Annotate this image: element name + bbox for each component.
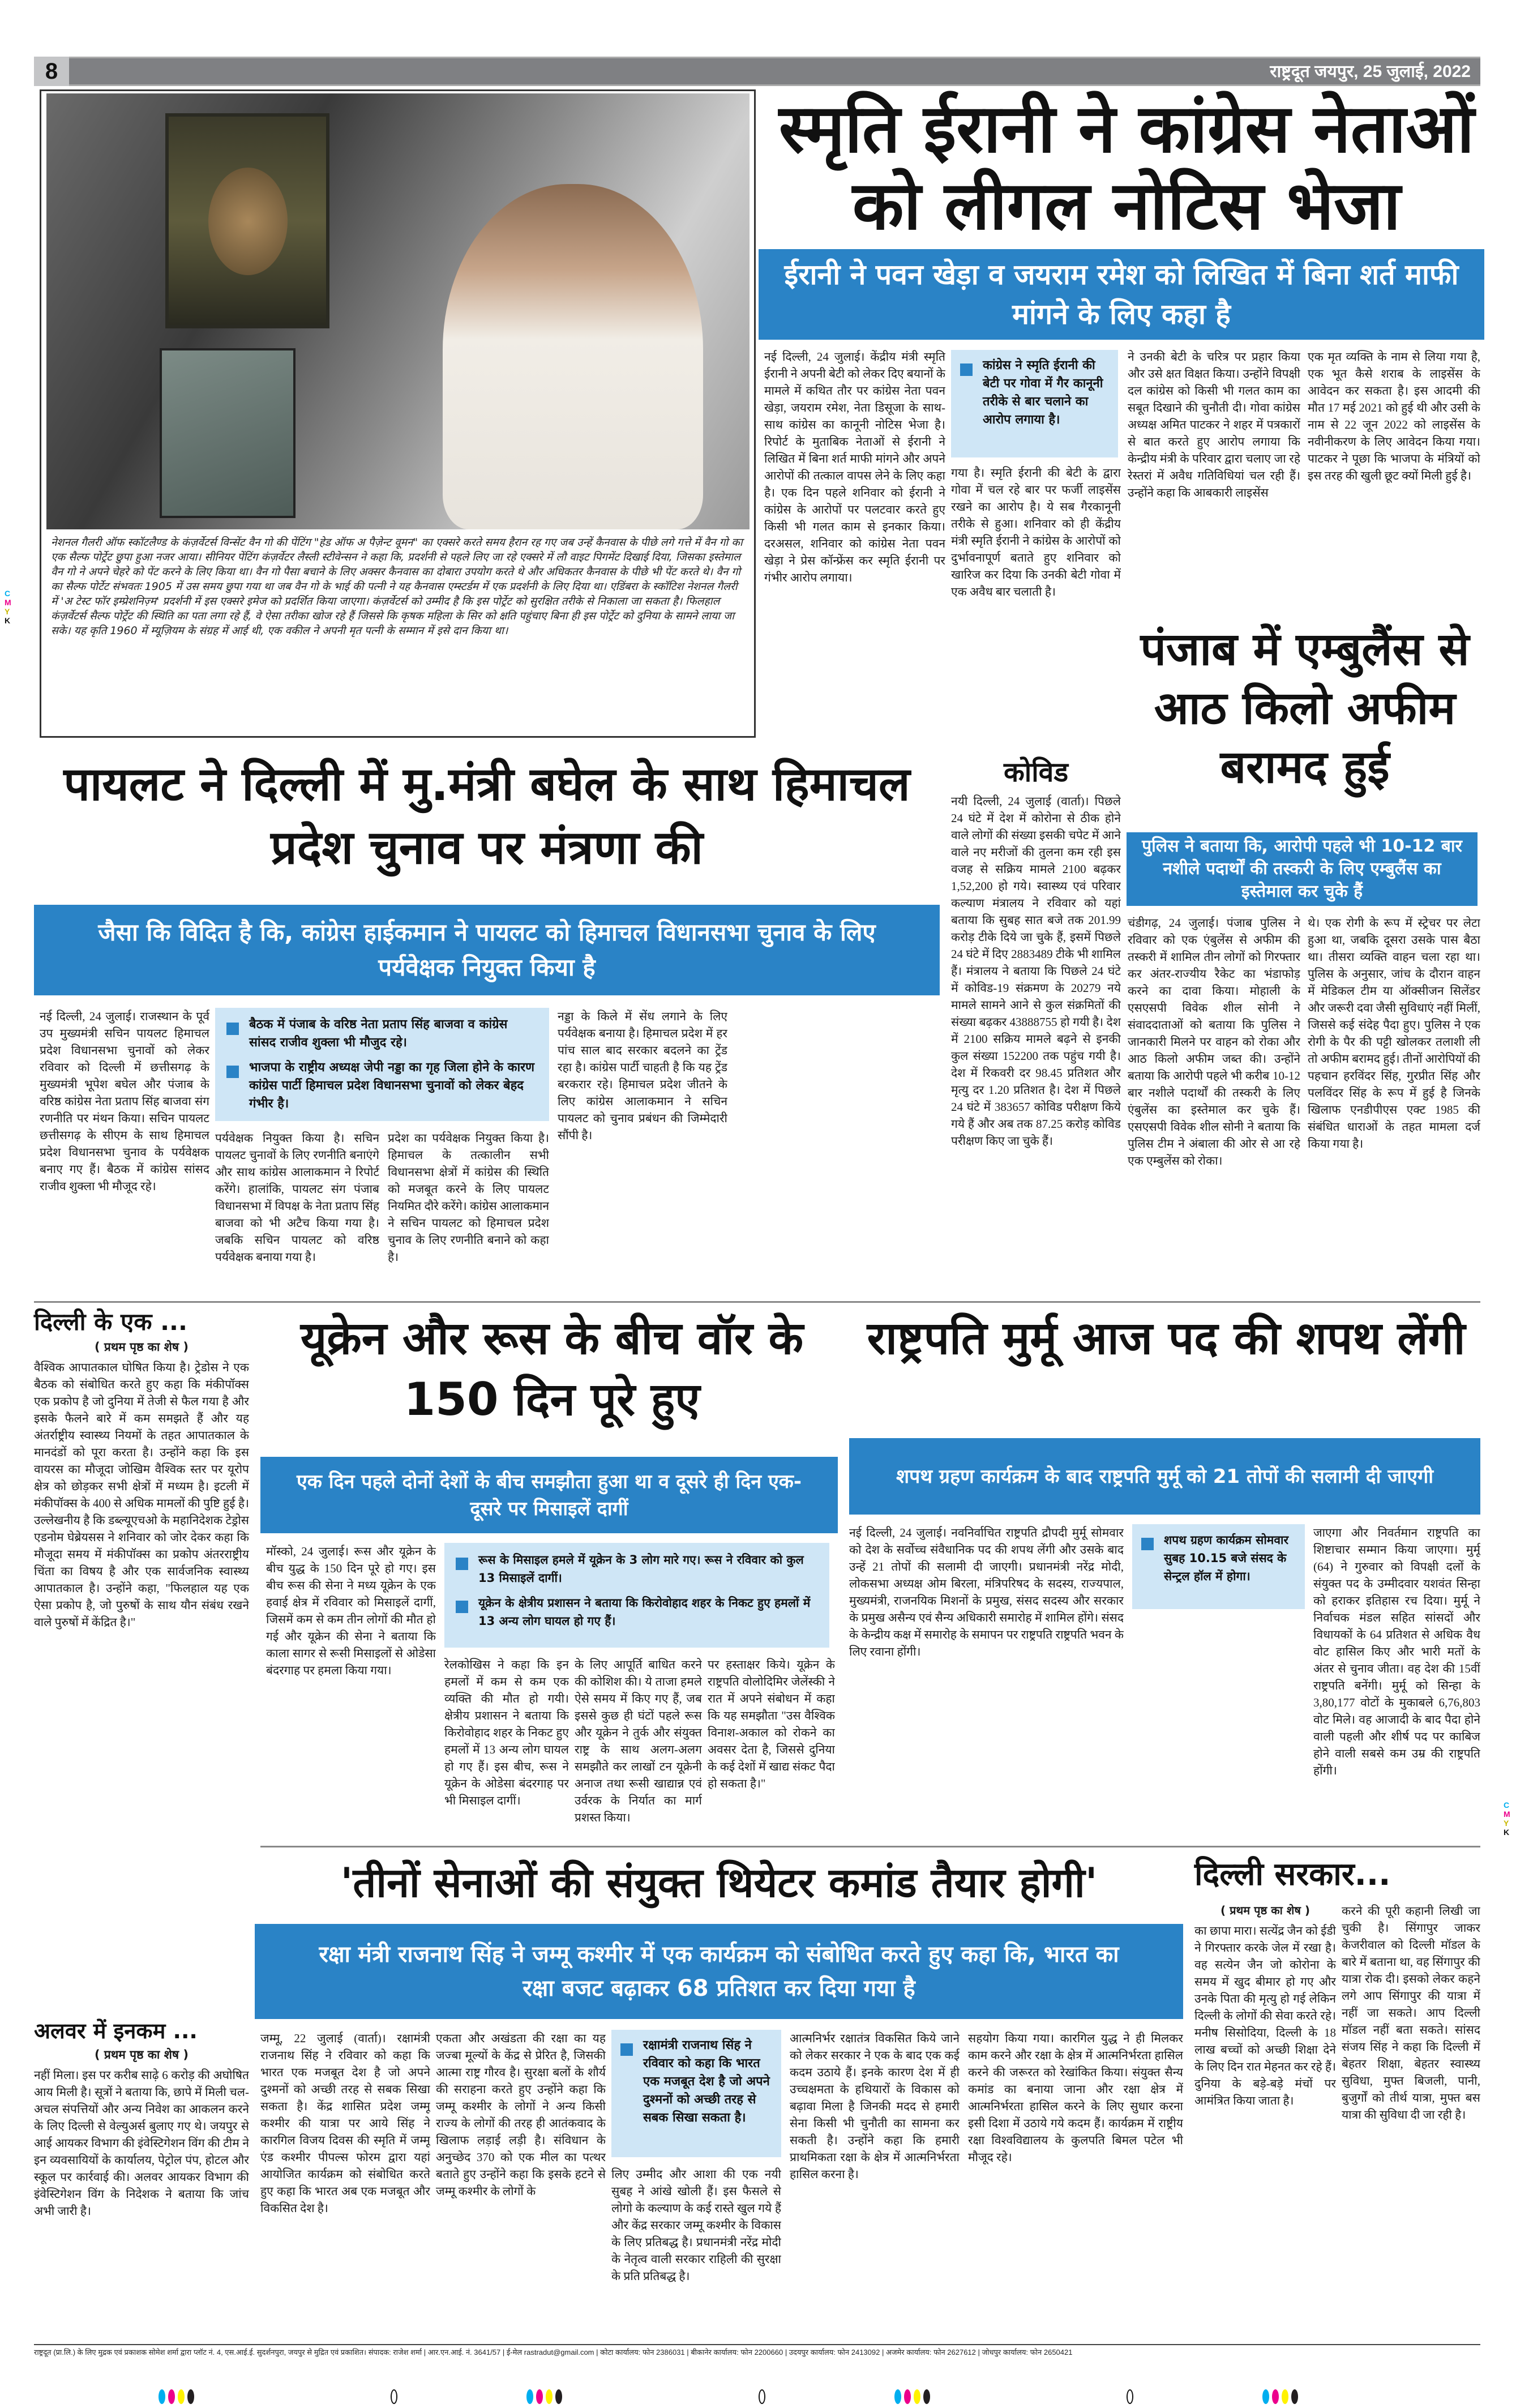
irani-pull-quote-item <box>960 357 1109 429</box>
cmyk-y: Y <box>5 607 10 616</box>
irani-pull-quote-text: कांग्रेस ने स्मृति ईरानी की बेटी पर गोवा में गैर कानूनी तरीके से बार चलाने का आरोप लगाया है। <box>983 358 1103 427</box>
murmu-pull-quote-text: शपथ ग्रहण कार्यक्रम सोमवार सुबह 10.15 बजे संसद के सेन्ट्रल हॉल में होगा। <box>1164 1533 1289 1583</box>
delhi-sarkar-continued: ( प्रथम पृष्ठ का शेष ) <box>1220 1904 1311 1917</box>
irani-pull-quote <box>951 350 1118 457</box>
xray-self-portrait <box>160 348 296 518</box>
section-divider <box>260 1846 1480 1847</box>
covid-section-label: कोविड <box>1003 756 1069 788</box>
cmyk-y: Y <box>1504 1819 1509 1828</box>
registration-color-bar <box>1282 2389 1288 2404</box>
theatre-pull-quote <box>611 2030 781 2157</box>
registration-color-bar <box>187 2389 194 2404</box>
date-line: राष्ट्रदूत जयपुर, 25 जुलाई, 2022 <box>1270 62 1471 81</box>
registration-color-bar <box>546 2389 553 2404</box>
registration-color-bar <box>168 2389 175 2404</box>
cmyk-m: M <box>1504 1810 1510 1819</box>
delhi-ek-continued: ( प्रथम पृष्ठ का शेष ) <box>95 1340 189 1354</box>
irani-subhead: ईरानी ने पवन खेड़ा व जयराम रमेश को लिखित में बिना शर्त माफी मांगने के लिए कहा है <box>759 249 1484 340</box>
bullet-square-icon <box>456 1558 468 1570</box>
bullet-square-icon <box>456 1601 468 1613</box>
irani-col-2: गया है। स्मृति ईरानी की बेटी के द्वारा गोवा में चल रहे बार पर फर्जी लाइसेंस रखने का आरोप है। ये सब गैरकानूनी तरीके से हुआ। शनिवार को ही केंद्रीय मंत्री स्मृति ईरानी ने कांग्रेस के आरोपों को दुर्भावनापूर्ण बताते हुए शनिवार को खारिज कर दिया कि उनकी बेटी गोवा में एक अवैध बार चलाती है। <box>951 466 1121 598</box>
ukraine-highlights-box <box>444 1543 829 1648</box>
registration-target-icon <box>1127 2389 1133 2404</box>
murmu-col-1: नई दिल्ली, 24 जुलाई। नवनिर्वाचित राष्ट्रपति द्रौपदी मुर्मू सोमवार को देश के सर्वोच्च संवैधानिक पद की शपथ लेंगी और उसके बाद उन्हें 21 तोपों की सलामी दी जाएगी। प्रधानमंत्री नरेंद्र मोदी, लोकसभा अध्यक्ष ओम बिरला, मंत्रिपरिषद के सदस्य, राज्यपाल, मुख्यमंत्री, राजनयिक मिशनों के प्रमुख, संसद सदस्य और सरकार के प्रमुख असैन्य एवं सैन्य अधिकारी समारोह में शामिल होंगे। संसद के केन्द्रीय कक्ष में समारोह के समापन पर राष्ट्रपति राष्ट्रपति भवन के लिए रवाना होंगी। <box>849 1526 1124 1658</box>
punjab-subhead: पुलिस ने बताया कि, आरोपी पहले भी 10-12 बार नशीले पदार्थों की तस्करी के लिए एम्बुलैंस का इस्तेमाल कर चुके हैं <box>1127 832 1478 906</box>
bullet-square-icon <box>226 1023 239 1035</box>
cmyk-c: C <box>1504 1800 1510 1810</box>
photo-van-gogh-conservator <box>46 93 750 529</box>
bullet-square-icon <box>226 1066 239 1078</box>
ukraine-highlight-item <box>456 1594 818 1630</box>
alwar-body: नहीं मिला। इस पर करीब साढ़े 6 करोड़ की अघोषित आय मिली है। सूत्रों ने बताया कि, छापे में मिली चल-अचल संपत्तियों और अन्य निवेश का आकलन करने के लिए दिल्ली से वेल्युअर्स बुलाए गए थे। जयपुर से आई आयकर विभाग की इंवेस्टिगेशन विंग की टीम ने इन व्यवसायियों के कार्यालय, पेट्रोल पंप, होटल और स्कूल पर कार्रवाई की। अलवर आयकर विभाग की इंवेस्टिगेशन विंग के निदेशक ने बताया कि जांच अभी जारी है। <box>34 2068 249 2218</box>
theatre-col-4: आत्मनिर्भर रक्षातंत्र विकसित किये जाने को लेकर सरकार ने एक के बाद एक कई कदम उठाये हैं। इनके कारण देश में ही उच्चक्षमता के हथियारों के विकास को बढ़ावा मिला है जिनकी मदद से हमारी सेना किसी भी चुनौती का सामना कर सकती है। उन्होंने कहा कि हमारी प्राथमिकता रक्षा के क्षेत्र में आत्मनिर्भरता हासिल करना है। <box>790 2031 960 2181</box>
murmu-col-spacer <box>1132 1616 1305 1840</box>
murmu-pull-quote-item <box>1141 1531 1296 1585</box>
registration-color-bar <box>526 2389 533 2404</box>
registration-color-bar <box>1272 2389 1279 2404</box>
masthead-bar <box>34 57 1480 86</box>
registration-color-bar <box>923 2389 930 2404</box>
pilot-col-3: नड्डा के किले में सेंध लगाने के लिए पर्यवेक्षक बनाया है। हिमाचल प्रदेश में हर पांच साल बाद सरकार बदलने का ट्रेंड रहा है। कांग्रेस पार्टी चाहती है कि यह ट्रेंड बरकरार रहे। हिमाचल प्रदेश जीतने के लिए कांग्रेस आलाकमान ने सचिन पायलट को चुनाव प्रबंधन की जिम्मेदारी सौंपी है। <box>558 1010 727 1142</box>
ukraine-col-4: पर हस्ताक्षर किये। यूक्रेन के राष्ट्रपति वोलोदिमिर जेलेंस्की ने रात में अपने संबोधन में कहा कि यह समझौता "उस वैश्विक विनाश-अकाल को रोकने का अवसर देता है, जिससे दुनिया के कई देशों में खाद्य संकट पैदा हो सकता है।" <box>708 1658 835 1790</box>
registration-target-icon <box>759 2389 765 2404</box>
punjab-col-2: थे। एक रोगी के रूप में स्ट्रेचर पर लेटा हुआ था, जबकि दूसरा उसके पास बैठा था। तीसरा व्यक्ति वाहन चला रहा था। पुलिस के अनुसार, जांच के दौरान वाहन में मेडिकल टीम या ऑक्सीजन सिलेंडर और जरूरी दवा जैसी सुविधाएं नहीं मिलीं, जिससे कई संदेह पैदा हुए। पुलिस ने एक रोगी के पैर की पट्टी खोलकर तलाशी ली तो अफीम बरामद हुई। तीनों आरोपियों की पहचान हरविंदर सिंह, गुरप्रीत सिंह और पलविंदर सिंह के रूप में हुई है जिनके खिलाफ एनडीपीएस एक्ट 1985 की संबंधित धाराओं के तहत मामला दर्ज किया गया है। <box>1308 916 1480 1150</box>
registration-color-bar <box>1262 2389 1269 2404</box>
section-divider <box>34 1301 1480 1303</box>
theatre-col-1: जम्मू, 22 जुलाई (वार्ता)। रक्षामंत्री राजनाथ सिंह ने रविवार को कहा कि भारत एक मजबूत देश है जो अपने दुश्मनों को अच्छी तरह से सबक सिखा सकता है। केंद्र शासित प्रदेश जम्मू कश्मीर की यात्रा पर आये सिंह ने कारगिल विजय दिवस की स्मृति में जम्मू एंड कश्मीर पीपल्स फोरम द्वारा यहां आयोजित कार्यक्रम को संबोधित करते हुए कहा कि भारत अब एक मजबूत और विकसित देश है। <box>260 2031 430 2215</box>
registration-color-bar <box>555 2389 562 2404</box>
pilot-headline: पायलट ने दिल्ली में मु.मंत्री बघेल के साथ हिमाचल प्रदेश चुनाव पर मंत्रणा की <box>63 758 910 875</box>
theatre-col-3: लिए उम्मीद और आशा की एक नयी सुबह ने आंखे खोली हैं। इस फैसले से लोगो के कल्याण के कई रास्ते खुल गये हैं और केंद्र सरकार जम्मू कश्मीर के विकास के लिए प्रतिबद्ध है। प्रधानमंत्री नरेंद्र मोदी के नेतृत्व वाली सरकार राहिली की सुरक्षा के प्रति प्रतिबद्ध है। <box>611 2167 781 2283</box>
delhi-ek-body: वैश्विक आपातकाल घोषित किया है। ट्रेडोस ने एक बैठक को संबोधित करते हुए कहा कि मंकीपॉक्स एक प्रकोप है जो दुनिया में तेजी से फैल गया है और इसके फैलने बारे में कम समझते हैं और यह अंतर्राष्ट्रीय स्वास्थ्य नियमों के तहत आपातकाल के मानदंडों को पूरा करता है। उन्होंने कहा कि इस वायरस का मौजूदा जोखिम वैश्विक स्तर पर यूरोप क्षेत्र को छोड़कर सभी क्षेत्रों में मध्यम है। इटली में मंकीपॉक्स के 400 से अधिक मामलों की पुष्टि हुई है। उल्लेखनीय है कि डब्ल्यूएचओ के महानिदेशक टेड्रोस एडनोम घेब्रेयसस ने शनिवार को जोर देकर कहा कि मौजूदा समय में मंकीपॉक्स का प्रकोप अंतरराष्ट्रीय चिंता का विषय है और एक सार्वजनिक स्वास्थ्य आपातकाल है। उन्होंने कहा, "फिलहाल यह एक ऐसा प्रकोप है, जो पुरुषों के साथ यौन संबंध रखने वाले पुरुषों में केंद्रित है।" <box>34 1361 249 1629</box>
ukraine-highlight-item <box>456 1551 818 1587</box>
ukraine-highlight-text: यूक्रेन के क्षेत्रीय प्रशासन ने बताया कि किरोवोहाद शहर के निकट हुए हमलों में 13 अन्य लोग घायल हो गए हैं। <box>478 1596 811 1628</box>
pilot-col-4: प्रदेश का पर्यवेक्षक नियुक्त किया है। हिमाचल के तत्कालीन सभी विधानसभा क्षेत्रों में कांग्रेस की स्थिति को मजबूत करने के लिए पायलट नियमित दौरे करेंगे। कांग्रेस आलाकमान ने सचिन पायलट को हिमाचल प्रदेश चुनाव के लिए रणनीति बनाने को कहा है। <box>388 1131 549 1264</box>
covid-body: नयी दिल्ली, 24 जुलाई (वार्ता)। पिछले 24 घंटे में देश में कोरोना से ठीक होने वाले लोगों की संख्या इसकी चपेट में आने वाले नए मरीजों की तुलना कम रही इस वजह से सक्रिय मामले 2100 बढ़कर 1,52,200 हो गये। स्वास्थ्य एवं परिवार कल्याण मंत्रालय ने रविवार को यहां बताया कि सुबह सात बजे तक 201.99 करोड़ टीके दिये जा चुके हैं, इसमें पिछले 24 घंटे में दिए 2883489 टीके भी शामिल हैं। मंत्रालय ने बताया कि पिछले 24 घंटे में कोविड-19 संक्रमण के 20279 नये मामले सामने आने से कुल संक्रमितों की संख्या बढ़कर 43888755 हो गयी है। देश में 2100 सक्रिय मामले बढ़ने से इनकी कुल संख्या 152200 तक पहुंच गयी है। देश में रिकवरी दर 98.45 प्रतिशत और मृत्यु दर 1.20 प्रतिशत है। देश में पिछले 24 घंटे में 383657 कोविड परीक्षण किये गये हैं और अब तक 87.25 करोड़ कोविड परीक्षण किए जा चुके हैं। <box>951 794 1121 1148</box>
punjab-col-1: चंडीगढ़, 24 जुलाई। पंजाब पुलिस ने रविवार को एक एंबुलेंस से अफीम की तस्करी में शामिल तीन लोगों को गिरफ्तार कर अंतर-राज्यीय रैकेट का भंडाफोड़ करने का दावा किया। मोहाली के एसएसपी विवेक शील सोनी ने संवाददाताओं को बताया कि पुलिस ने जानकारी मिलने पर वाहन को रोका और आठ किलो अफीम जब्त की। उन्होंने बताया कि आरोपी पहले भी करीब 10-12 बार नशीले पदार्थों की तस्करी के लिए एंबुलेंस का इस्तेमाल कर चुके हैं। एसएसपी विवेक शील सोनी ने बताया कि पुलिस टीम ने अंबाला की ओर से आ रहे एक एम्बुलेंस को रोका। <box>1128 916 1300 1167</box>
ukraine-headline: यूक्रेन और रूस के बीच वॉर के 150 दिन पूरे हुए <box>300 1312 804 1426</box>
pilot-col-2: पर्यवेक्षक नियुक्त किया है। सचिन पायलट चुनावों के लिए रणनीति बनाएंगे और साथ कांग्रेस आलाकमान ने रिपोर्ट करेंगे। हालांकि, पायलट संग पंजाब विधानसभा में विपक्ष के नेता प्रताप सिंह बाजवा को भी अटैच किया गया है। जबकि सचिन पायलट को वरिष्ठ पर्यवेक्षक बनाया गया है। <box>215 1131 379 1264</box>
page-number: 8 <box>34 57 69 86</box>
bullet-square-icon <box>620 2043 633 2056</box>
theatre-col-5: सहयोग किया गया। कारगिल युद्ध ने ही मिलकर काम करने और रक्षा के क्षेत्र में आत्मनिर्भरता हासिल करने की जरूरत को रेखांकित किया। संयुक्त सैन्य कमांड का बनाया जाना और रक्षा क्षेत्र में आत्मनिर्भरता हासिल करने के लिए सुधार करना इसी दिशा में उठाये गये कदम हैं। कार्यक्रम में राष्ट्रीय रक्षा विश्वविद्यालय के कुलपति बिमल पटेल भी मौजूद रहे। <box>968 2031 1183 2164</box>
theatre-pull-quote-text: रक्षामंत्री राजनाथ सिंह ने रविवार को कहा कि भारत एक मजबूत देश है जो अपने दुश्मनों को अच्छी तरह से सबक सिखा सकता है। <box>643 2038 770 2125</box>
registration-color-bar <box>1291 2389 1298 2404</box>
alwar-continued: ( प्रथम पृष्ठ का शेष ) <box>95 2048 189 2061</box>
painting-face <box>208 168 288 275</box>
registration-color-bar <box>894 2389 901 2404</box>
pilot-subhead: जैसा कि विदित है कि, कांग्रेस हाईकमान ने पायलट को हिमाचल विधानसभा चुनाव के लिए पर्यवेक्षक नियुक्त किया है <box>34 905 940 995</box>
cmyk-m: M <box>5 598 11 607</box>
delhi-sarkar-col-2: करने की पूरी कहानी लिखी जा चुकी है। सिंगापुर जाकर केजरीवाल को दिल्ली मॉडल के बारे में बताना था, वह सिंगापुर की यात्रा रोक दी। इसको लेकर कहने लगे आप सिंगापुर की यात्रा में नहीं जा सकते। आप दिल्ली मॉडल नहीं बता सकते। सांसद संजय सिंह ने कहा कि दिल्ली में बेहतर शिक्षा, बेहतर स्वास्थ्य सुविधा, मुफ्त बिजली, पानी, बुजुर्गों को तीर्थ यात्रा, मुफ्त बस यात्रा की सुविधा दी जा रही है। <box>1342 1904 1480 2122</box>
photo-caption: नेशनल गैलरी ऑफ स्कॉटलैण्ड के कंज़र्वेटर्स विन्सेंट वैन गो की पेंटिंग "हेड ऑफ अ पैज़ेन्ट वूमन" का एक्सरे करते समय हैरान रह गए जब उन्हें कैनवास के पीछे लगे गत्ते में वैन गो का एक सैल्फ पोर्ट्रेट छुपा हुआ नजर आया। सीनियर पेंटिंग कंज़र्वेटर लैस्ली स्टीवेन्सन ने कहा कि, प्रदर्शनी से पहले लिए जा रहे एक्सरे में लौ वाइट पिगमेंट दिखाई दिया, जिसका इस्तेमाल वैन गो ने अपने चेहरे को पेंट करने के लिए किया था। वैन गो पैसा बचाने के लिए अक्सर कैनवास का दोबारा उपयोग करते थे और अधिकतर कैनवास के पीछे भी पेंट करते थे। वैन गो का सैल्फ पोर्टेट संभवतः 1905 में उस समय छुपा गया था जब वैन गो के भाई की पत्नी ने यह कैनवास एम्स्टर्डम में एक प्रदर्शनी के लिए दिया था। एडिंबरा के स्कॉटिश नेशनल गैलरी में 'अ टेस्ट फॉर इम्प्रेशनिज़्म' प्रदर्शनी में इस एक्सरे इमेज को प्रदर्शित किया जाएगा। कंज़र्वेटर्स को उम्मीद है कि इस पोर्ट्रेट को सुरक्षित तरीके से निकाला जा सकता है। फिलहाल कंज़र्वेटर्स सैल्फ पोर्ट्रेट की स्थिति का पता लगा रहे हैं, वे ऐसा तरीका खोज रहे हैं जिससे कि कृषक महिला के सिर को क्षति पहुंचाए बिना ही इस पोर्ट्रेट को दुनिया के सामने लाया जा सके। यह कृति 1960 में म्यूज़ियम के संग्रह में आई थी, एक वकील ने अपनी मृत पत्नी के सम्मान में इसे दान किया था। <box>51 536 743 637</box>
cmyk-c: C <box>5 589 11 598</box>
murmu-headline: राष्ट्रपति मुर्मू आज पद की शपथ लेंगी <box>867 1312 1466 1365</box>
painting-peasant-woman <box>165 113 329 328</box>
delhi-ek-headline: दिल्ली के एक ... <box>34 1308 187 1336</box>
registration-color-bar <box>178 2389 185 2404</box>
pilot-highlight-text: भाजपा के राष्ट्रीय अध्यक्ष जेपी नड्डा का गृह जिला होने के कारण कांग्रेस पार्टी हिमाचल प्रदेश विधानसभा चुनावों को लेकर बेहद गंभीर है। <box>249 1060 535 1111</box>
ukraine-col-3: के लिए आपूर्ति बाधित करने की कोशिश की। ये ताजा हमले ऐसे समय में किए गए हैं, जब इससे कुछ ही घंटों पहले रूस और यूक्रेन ने तुर्क और संयुक्त राष्ट्र के साथ अलग-अलग समझौते कर लाखों टन यूक्रेनी अनाज तथा रूसी खाद्यान्न एवं उर्वरक के निर्यात का मार्ग प्रशस्त किया। <box>575 1658 702 1824</box>
footer-imprint: राष्ट्रदूत (प्रा.लि.) के लिए मुद्रक एवं प्रकाशक सोमेश शर्मा द्वारा प्लॉट नं. 4, एस.आई.ई. सुदर्शनपुरा, जयपुर से मुद्रित एवं प्रकाशित। संपादक: राजेश शर्मा | आर.एन.आई. नं. 3641/57 | ई-मेल rastradut@gmail.com | कोटा कार्यालय: फोन 2386031 | बीकानेर कार्यालय: फोन 2200660 | उदयपुर कार्यालय: फोन 2413092 | अजमेर कार्यालय: फोन 2627612 | जोधपुर कार्यालय: फोन 2650421 <box>34 2344 1480 2378</box>
theatre-headline: 'तीनों सेनाओं की संयुक्त थियेटर कमांड तैयार होगी' <box>340 1859 1098 1906</box>
theatre-subhead: रक्षा मंत्री राजनाथ सिंह ने जम्मू कश्मीर में एक कार्यक्रम को संबोधित करते हुए कहा कि, भारत का रक्षा बजट बढ़ाकर 68 प्रतिशत कर दिया गया है <box>255 1924 1183 2019</box>
conservator-figure <box>443 184 703 529</box>
irani-col-1: नई दिल्ली, 24 जुलाई। केंद्रीय मंत्री स्मृति ईरानी ने अपनी बेटी को लेकर दिए बयानों के मामले में कथित तौर पर कांग्रेस नेता पवन खेड़ा, जयराम रमेश, नेता डिसूजा के साथ-साथ कांग्रेस का कानूनी नोटिस भेजा है। रिपोर्ट के मुताबिक नेताओं से ईरानी ने लिखित में बिना शर्त माफी मांगने और अपने आरोपों की तत्काल वापस लेने के लिए कहा है। एक दिन पहले शनिवार को ईरानी ने कांग्रेस के आरोपों पर पलटवार करते हुए किसी भी गलत काम से इनकार किया। दरअसल, शनिवार को कांग्रेस नेता पवन खेड़ा ने प्रेस कॉन्फ्रेंस कर स्मृति ईरानी पर गंभीर आरोप लगाया। <box>764 350 945 584</box>
ukraine-subhead: एक दिन पहले दोनों देशों के बीच समझौता हुआ था व दूसरे ही दिन एक-दूसरे पर मिसाइलें दागीं <box>260 1457 838 1533</box>
registration-target-icon <box>391 2389 397 2404</box>
pilot-highlight-item <box>226 1059 538 1113</box>
theatre-col-2: एकता और अखंडता की रक्षा का यह जज्बा मूल्यों के केंद्र से प्रेरित है, जिसकी आत्मा राष्ट्र गौरव है। सुरक्षा बलों के शौर्य की सराहना करते हुए उन्होंने कहा कि जम्मू कश्मीर के लोगों ने अन्य किसी राज्य के लोगों की तरह ही आतंकवाद के खिलाफ लड़ाई लड़ी है। संविधान के अनुच्छेद 370 को एक मील का पत्थर बताते हुए उन्होंने कहा कि इसके हटने से जम्मू कश्मीर के लोगों के <box>436 2031 606 2198</box>
irani-col-3: ने उनकी बेटी के चरित्र पर प्रहार किया और उसे क्षत विक्षत किया। उन्होंने विपक्षी दल कांग्रेस को किसी भी गलत काम का सबूत दिखाने की चुनौती दी। गोवा कांग्रेस अध्यक्ष अमित पाटकर ने शहर में पत्रकारों से बात करते हुए आरोप लगाया कि केन्द्रीय मंत्री के परिवार द्वारा चलाए जा रहे रेस्तरां में अवैध गतिविधियां चल रही हैं। उन्होंने कहा कि आबकारी लाइसेंस <box>1128 350 1300 499</box>
punjab-headline: पंजाब में एम्बुलैंस से आठ किलो अफीम बरामद हुई <box>1140 623 1470 793</box>
bullet-square-icon <box>960 363 973 376</box>
ukraine-col-2: रेलकोखिस ने कहा कि इन हमलों में कम से कम एक व्यक्ति की मौत हो गयी। क्षेत्रीय प्रशासन ने बताया कि किरोवोहाद शहर के निकट हुए हमलों में 13 अन्य लोग घायल हो गए हैं। इस बीच, रूस ने यूक्रेन के ओडेसा बंदरगाह पर भी मिसाइल दागीं। <box>444 1658 569 1807</box>
theatre-pull-quote-item <box>620 2037 772 2127</box>
pilot-highlights-box <box>215 1008 549 1121</box>
cmyk-k: K <box>5 616 11 625</box>
ukraine-highlight-text: रूस के मिसाइल हमले में यूक्रेन के 3 लोग मारे गए। रूस ने रविवार को कुल 13 मिसाइलें दागीं। <box>478 1553 804 1585</box>
pilot-col-1: नई दिल्ली, 24 जुलाई। राजस्थान के पूर्व उप मुख्यमंत्री सचिन पायलट हिमाचल प्रदेश विधानसभा चुनावों को लेकर रविवार को दिल्ली में छत्तीसगढ़ के मुख्यमंत्री भूपेश बघेल और पंजाब के वरिष्ठ कांग्रेस नेता प्रताप सिंह बाजवा संग रणनीति पर मंथन किया। सचिन पायलट छत्तीसगढ़ के सीएम के साथ हिमाचल प्रदेश विधानसभा चुनाव के पर्यवेक्षक बनाए गए हैं। बैठक में कांग्रेस सांसद राजीव शुक्ला भी मौजूद रहे। <box>40 1010 209 1193</box>
registration-color-bar <box>904 2389 911 2404</box>
delhi-sarkar-headline: दिल्ली सरकार... <box>1194 1856 1391 1893</box>
registration-color-bar <box>159 2389 165 2404</box>
murmu-col-2: जाएगा और निवर्तमान राष्ट्रपति का शिष्टाचार सम्मान किया जाएगा। मुर्मू (64) ने गुरुवार को विपक्षी दलों के संयुक्त पद के उम्मीदवार यशवंत सिन्हा को हराकर इतिहास रच दिया। मुर्मू ने निर्वाचक मंडल सहित सांसदों और विधायकों के 64 प्रतिशत से अधिक वैध वोट हासिल किए और भारी मतों के अंतर से चुनाव जीता। वह देश की 15वीं राष्ट्रपति बनेंगी। मुर्मू को सिन्हा के 3,80,177 वोटों के मुकाबले 6,76,803 वोट मिले। वह आजादी के बाद पैदा होने वाली पहली और शीर्ष पद पर काबिज होने वाली सबसे कम उम्र की राष्ट्रपति होंगी। <box>1313 1526 1480 1777</box>
murmu-subhead: शपथ ग्रहण कार्यक्रम के बाद राष्ट्रपति मुर्मू को 21 तोपों की सलामी दी जाएगी <box>849 1438 1480 1515</box>
delhi-sarkar-col-1: का छापा मारा। सत्येंद्र जैन को ईडी ने गिरफ्तार करके जेल में रखा है। वह सत्येन जैन जो कोरोना के समय में खुद बीमार हो गए और उनके पिता की मृत्यु हो गई लेकिन दिल्ली के लोगों की सेवा करते रहे। मनीष सिसोदिया, दिल्ली के 18 लाख बच्चों को अच्छी शिक्षा देने के लिए दिन रात मेहनत कर रहे हैं। दुनिया के बड़े-बड़े मंचों पर आमंत्रित किया जाता है। <box>1194 1924 1336 2107</box>
alwar-headline: अलवर में इनकम ... <box>34 2018 198 2043</box>
cmyk-marks-right <box>1504 1800 1510 1837</box>
pilot-highlight-text: बैठक में पंजाब के वरिष्ठ नेता प्रताप सिंह बाजवा व कांग्रेस सांसद राजीव शुक्ला भी मौजुद रहे। <box>249 1017 508 1050</box>
irani-col-4: एक मृत व्यक्ति के नाम से लिया गया है, एक भूत कैसे शराब के लाइसेंस के आवेदन कर सकता है। इस आदमी की मौत 17 मई 2021 को हुई थी और उसी के नाम से 22 जून 2022 को लाइसेंस के नवीनीकरण के लिए आवेदन किया गया। पाटकर ने पूछा कि भाजपा के मंत्रियों को इस तरह की खुली छूट क्यों मिली हुई है। <box>1308 350 1480 482</box>
murmu-pull-quote <box>1132 1524 1305 1609</box>
pilot-highlight-item <box>226 1016 538 1052</box>
registration-color-bar <box>536 2389 543 2404</box>
irani-headline: स्मृति ईरानी ने कांग्रेस नेताओं को लीगल नोटिस भेजा <box>778 89 1475 245</box>
registration-color-bar <box>914 2389 920 2404</box>
cmyk-marks-left <box>5 589 11 625</box>
bullet-square-icon <box>1141 1538 1154 1550</box>
cmyk-k: K <box>1504 1828 1510 1837</box>
ukraine-col-1: मॉस्को, 24 जुलाई। रूस और यूक्रेन के बीच युद्ध के 150 दिन पूरे हो गए। इस बीच रूस की सेना ने मध्य यूक्रेन के एक हवाई क्षेत्र में रविवार को मिसाइलें दागीं, जिसमें कम से कम तीन लोगों की मौत हो गई और यूक्रेन की सेना ने बताया कि काला सागर से रूसी मिसाइलों से ओडेसा बंदरगाह पर हमला किया गया। <box>266 1545 436 1677</box>
